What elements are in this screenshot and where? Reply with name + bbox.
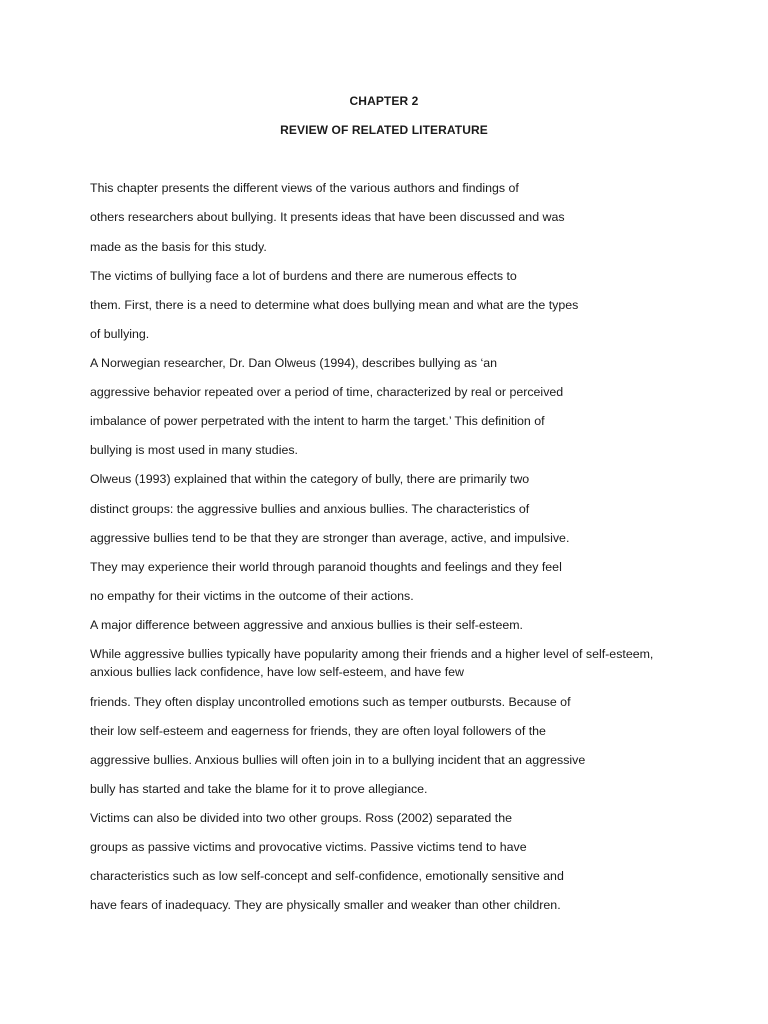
text-line: of bullying.: [90, 327, 150, 341]
text-line: no empathy for their victims in the outcome of their actions.: [90, 589, 414, 603]
text-line: They may experience their world through paranoid thoughts and feelings and they feel: [90, 560, 562, 574]
text-line: characteristics such as low self-concept and self-confidence, emotionally sensitive and: [90, 869, 564, 883]
text-line: Victims can also be divided into two other groups. Ross (2002) separated the: [90, 811, 512, 825]
text-line: their low self-esteem and eagerness for friends, they are often loyal followers of the: [90, 724, 546, 738]
text-line: have fears of inadequacy. They are physically smaller and weaker than other children.: [90, 898, 561, 912]
text-line: A Norwegian researcher, Dr. Dan Olweus (1994), describes bullying as ‘an: [90, 356, 498, 370]
text-line: bully has started and take the blame for it to prove allegiance.: [90, 782, 428, 796]
text-line: bullying is most used in many studies.: [90, 443, 298, 457]
text-line: Olweus (1993) explained that within the category of bully, there are primarily two: [90, 472, 530, 486]
text-line: groups as passive victims and provocative victims. Passive victims tend to have: [90, 840, 527, 854]
text-line: aggressive bullies tend to be that they are stronger than average, active, and impulsive.: [90, 531, 570, 545]
text-line: imbalance of power perpetrated with the intent to harm the target.’ This definition of: [90, 414, 545, 428]
text-line: This chapter presents the different views of the various authors and findings of: [90, 181, 519, 195]
text-line: distinct groups: the aggressive bullies and anxious bullies. The characteristics of: [90, 502, 530, 516]
text-line: made as the basis for this study.: [90, 240, 267, 254]
text-line: A major difference between aggressive and anxious bullies is their self-esteem.: [90, 618, 523, 632]
text-line: them. First, there is a need to determine what does bullying mean and what are the types: [90, 298, 579, 312]
text-line: aggressive behavior repeated over a period of time, characterized by real or perceived: [90, 385, 564, 399]
chapter-title: REVIEW OF RELATED LITERATURE: [280, 123, 488, 137]
chapter-number: CHAPTER 2: [349, 94, 419, 108]
text-line: others researchers about bullying. It presents ideas that have been discussed and was: [90, 210, 565, 224]
text-line: anxious bullies lack confidence, have low self-esteem, and have few: [90, 665, 464, 679]
text-line: The victims of bullying face a lot of burdens and there are numerous effects to: [90, 269, 517, 283]
text-line: While aggressive bullies typically have popularity among their friends and a higher level of self-esteem,: [90, 647, 654, 661]
text-line: aggressive bullies. Anxious bullies will often join in to a bullying incident that an aggressive: [90, 753, 586, 767]
text-line: friends. They often display uncontrolled emotions such as temper outbursts. Because of: [90, 695, 571, 709]
